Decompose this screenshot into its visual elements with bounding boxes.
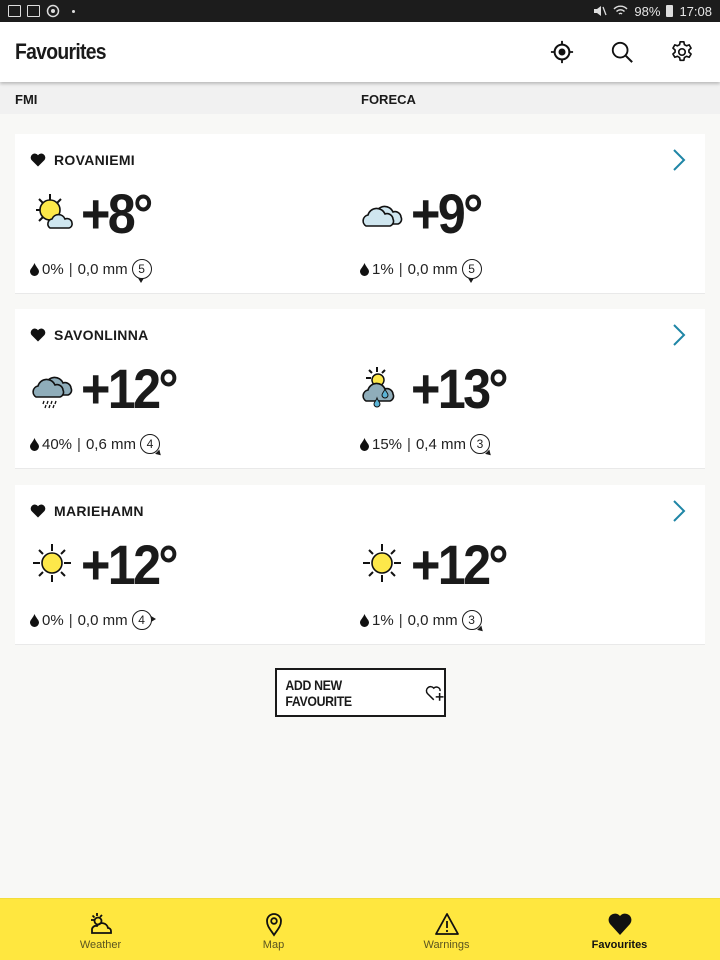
wind-direction-icon [470,434,490,454]
nav-label: Map [262,939,285,951]
nav-favourites[interactable] [533,899,706,951]
wind-speed: 5 [138,262,145,276]
heart-icon [30,504,46,518]
raindrop-icon [30,438,39,451]
sync-icon [46,4,60,18]
settings-button[interactable] [669,39,695,65]
search-button[interactable] [609,39,635,65]
separator: | [407,435,411,453]
city-name: ROVANIEMI [54,152,135,168]
precip-probability: 1% [372,260,394,278]
heart-icon [30,328,46,342]
wind-speed: 4 [146,437,154,451]
bottom-navigation [0,898,720,960]
location-target-icon [550,40,574,64]
temperature: +9° [411,182,481,245]
city-name: SAVONLINNA [54,327,149,343]
precip-amount: 0,0 mm [407,260,458,278]
wind-direction-icon [462,610,482,630]
partly-cloudy-showers-icon [360,365,408,413]
foreca-forecast [360,359,660,455]
heart-icon [607,911,633,937]
wind-direction-icon [132,610,152,630]
cloudy-icon [360,190,408,238]
nav-label: Warnings [423,939,470,951]
separator: | [77,435,81,453]
separator: | [398,260,403,278]
clock: 17:08 [679,3,712,19]
heart-icon [30,153,46,167]
nav-label: Weather [79,939,122,951]
temperature: +12° [81,357,176,420]
separator: | [68,260,73,278]
temperature: +12° [411,533,506,596]
precip-probability: 15% [372,435,403,453]
raindrop-icon [30,263,39,276]
separator: | [398,611,403,629]
temperature: +12° [81,533,176,596]
fmi-forecast [30,535,330,631]
wind-direction-icon [132,259,152,279]
raindrop-icon [360,614,369,627]
separator: | [68,611,73,629]
precip-probability: 40% [42,435,73,453]
search-icon [610,40,634,64]
precip-amount: 0,0 mm [407,611,458,629]
chevron-right-icon[interactable] [671,148,687,172]
gallery-icon [8,5,21,17]
sun-icon [30,541,78,589]
temperature: +8° [81,182,151,245]
page-title: Favourites [15,39,106,64]
precip-probability: 0% [42,611,64,629]
city-name: MARIEHAMN [54,503,144,519]
warning-icon [434,911,460,937]
gmail-icon [27,5,40,17]
partly-cloudy-icon [30,190,78,238]
sun-icon [360,541,408,589]
favourite-card-savonlinna[interactable] [15,309,705,469]
raindrop-icon [360,438,369,451]
fmi-forecast [30,359,330,455]
add-favourite-label: ADD NEW FAVOURITE [285,676,352,709]
wind-direction-icon [462,259,482,279]
precip-amount: 0,6 mm [85,435,136,453]
wind-direction-icon [140,434,160,454]
add-favourite-button[interactable] [275,668,446,717]
provider-foreca-label: FORECA [361,92,416,107]
battery-percent: 98% [634,3,661,19]
heart-plus-icon [425,684,445,702]
map-pin-icon [261,911,287,937]
nav-label: Favourites [591,939,648,951]
favourites-list [15,134,705,661]
wind-speed: 5 [468,262,475,276]
wind-speed: 3 [468,613,475,627]
temperature: +13° [411,357,506,420]
wind-speed: 4 [138,613,145,627]
foreca-forecast [360,535,660,631]
favourite-card-rovaniemi[interactable] [15,134,705,294]
gear-icon [670,40,694,64]
nav-map[interactable] [187,899,360,951]
battery-icon [666,5,673,17]
nav-weather[interactable] [14,899,187,951]
raindrop-icon [30,614,39,627]
chevron-right-icon[interactable] [671,499,687,523]
nav-warnings[interactable] [360,899,533,951]
app-bar [0,22,720,82]
wifi-icon [613,5,628,17]
foreca-forecast [360,184,660,280]
precip-amount: 0,0 mm [77,611,128,629]
provider-fmi-label: FMI [15,92,38,107]
raindrop-icon [360,263,369,276]
precip-amount: 0,4 mm [415,435,466,453]
wind-speed: 3 [476,437,484,451]
mute-icon [593,5,607,17]
provider-header [0,82,720,114]
fmi-forecast [30,184,330,280]
weather-icon [88,911,114,937]
favourite-card-mariehamn[interactable] [15,485,705,645]
chevron-right-icon[interactable] [671,323,687,347]
locate-button[interactable] [549,39,575,65]
precip-amount: 0,0 mm [77,260,128,278]
cloud-rain-icon [30,365,78,413]
precip-probability: 0% [42,260,64,278]
status-bar [0,0,720,22]
precip-probability: 1% [372,611,394,629]
dot-icon [72,10,75,13]
